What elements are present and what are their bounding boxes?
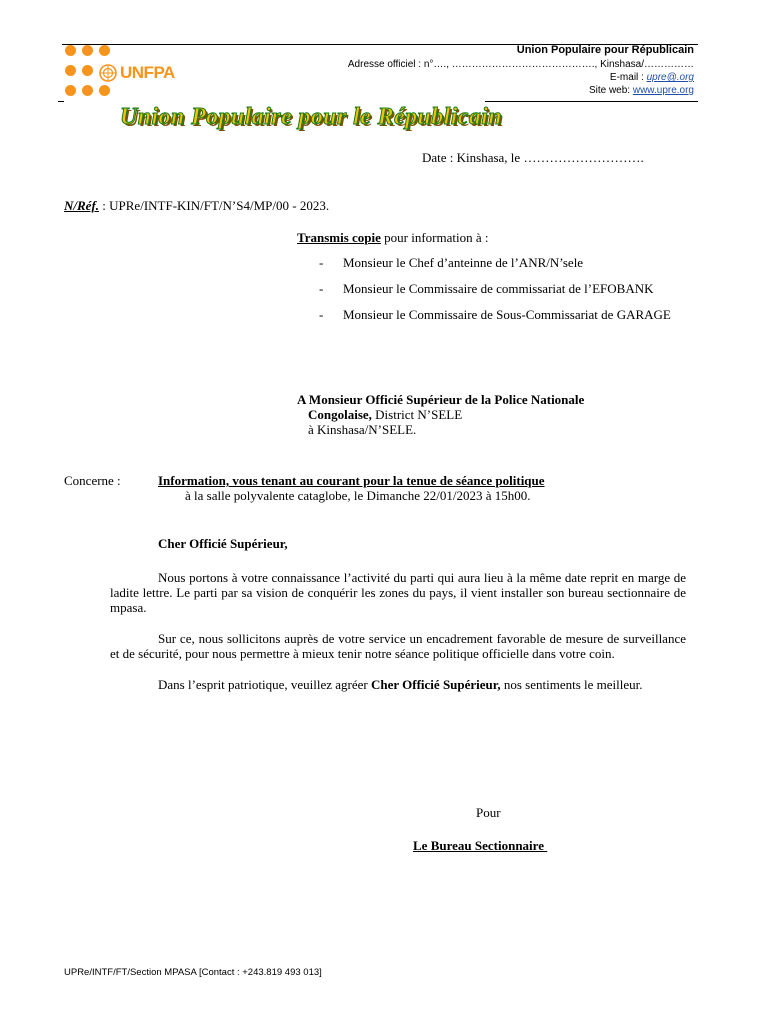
list-item: - Monsieur le Commissaire de commissariat de l’EFOBANK — [319, 281, 654, 296]
reference-label: N/Réf. — [64, 198, 100, 213]
copy-text: pour information à : — [380, 230, 489, 245]
email-label: E-mail : — [609, 72, 647, 83]
signatory: Le Bureau Sectionnaire — [413, 838, 548, 853]
logo-dot — [82, 45, 93, 56]
addressee-line2: Congolaise, District N’SELE — [308, 407, 463, 422]
addressee-block — [297, 392, 584, 437]
logo-dot — [65, 45, 76, 56]
logo-dot — [82, 65, 93, 76]
logo-text: UNFPA — [120, 63, 175, 82]
list-item: - Monsieur le Chef d’anteinne de l’ANR/N’sele — [319, 255, 584, 270]
addressee-line3: à Kinshasa/N’SELE. — [308, 422, 417, 437]
closing-pour: Pour — [476, 805, 501, 820]
email-link[interactable]: upre@.org — [646, 72, 694, 83]
site-line — [589, 85, 694, 96]
banner-title: Union Populaire pour le Républicain — [120, 104, 503, 130]
un-globe-icon — [99, 64, 117, 82]
site-label: Site web: — [588, 85, 633, 96]
subject-label: Concerne : — [64, 473, 121, 488]
body-paragraph-1: Nous portons à votre connaissance l’activité du parti qui aura lieu à la même date reprit en marge de ladite lettre. Le parti par sa vision de conquérir les zones du pays, il vient installer son bureau sectionnaire de mpasa. — [110, 570, 686, 615]
recipient-list — [319, 255, 686, 333]
list-item: - Monsieur le Commissaire de Sous-Commissariat de GARAGE — [319, 307, 671, 322]
subject-detail: à la salle polyvalente cataglobe, le Dimanche 22/01/2023 à 15h00. — [185, 488, 531, 503]
footer: UPRe/INTF/FT/Section MPASA [Contact : +243.819 493 013] — [64, 967, 322, 978]
header-underline — [485, 101, 698, 102]
salutation: Cher Officié Supérieur, — [158, 536, 288, 551]
logo-dot — [82, 85, 93, 96]
header-tick — [58, 101, 64, 102]
address-line: Adresse officiel : n°…., ……………………………………., Kinshasa/…………… — [347, 59, 694, 70]
addressee-line1: A Monsieur Officié Supérieur de la Police Nationale — [297, 392, 585, 407]
copy-label: Transmis copie — [297, 230, 381, 245]
date-line: Date : Kinshasa, le ………………………. — [422, 150, 644, 165]
site-link[interactable]: www.upre.org — [632, 85, 694, 96]
logo-dot — [99, 45, 110, 56]
reference-value: : UPRe/INTF-KIN/FT/N’S4/MP/00 - 2023. — [99, 198, 330, 213]
body-paragraph-3: Dans l’esprit patriotique, veuillez agréer Cher Officié Supérieur, nos sentiments le meilleur. — [158, 677, 643, 692]
logo-dot — [65, 85, 76, 96]
subject-title: Information, vous tenant au courant pour la tenue de séance politique — [158, 473, 545, 488]
copy-heading — [297, 230, 489, 245]
body-paragraph-2: Sur ce, nous sollicitons auprès de votre service un encadrement favorable de mesure de surveillance et de sécurité, pour nous permettre à mieux tenir notre séance politique officielle dans votre coin. — [110, 631, 686, 661]
body-text — [110, 570, 686, 692]
reference-line — [64, 198, 329, 213]
org-name: Union Populaire pour Républicain — [516, 44, 694, 56]
unfpa-logo — [62, 44, 175, 104]
logo-dot — [65, 65, 76, 76]
email-line — [610, 72, 694, 83]
logo-dot — [99, 85, 110, 96]
